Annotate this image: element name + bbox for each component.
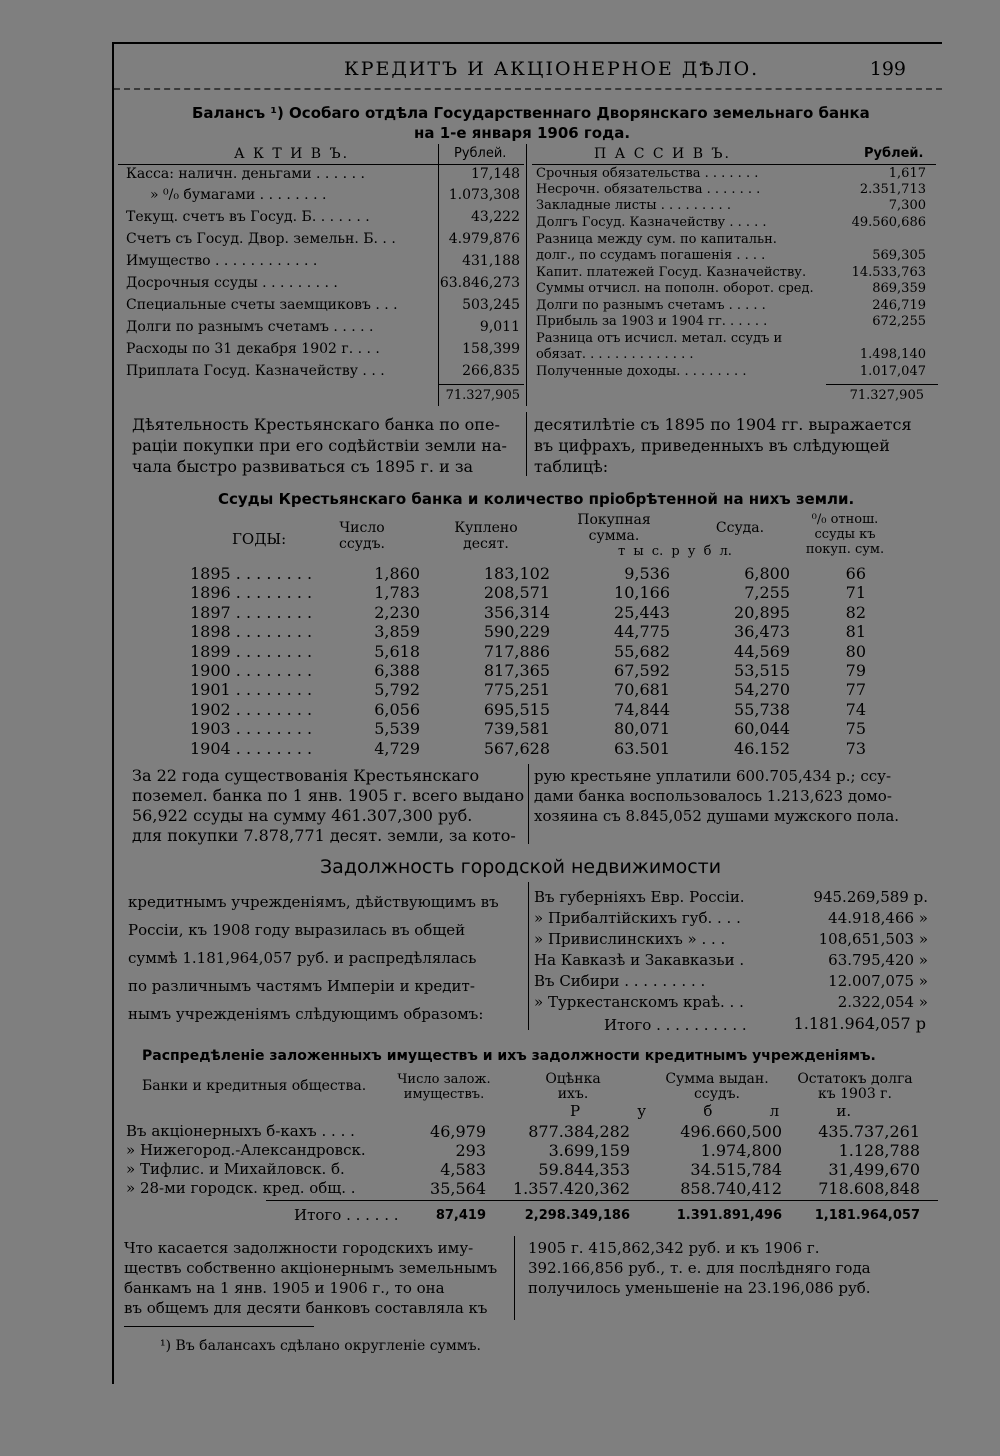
dist-total-remaining: 1,181.964,057 xyxy=(814,1208,920,1223)
loans-cell: 66 xyxy=(845,564,866,583)
aktiv-label: Досрочныя ссуды . . . . . . . . . xyxy=(126,275,338,291)
header-title: КРЕДИТЪ И АКЦІОНЕРНОЕ ДѢЛО. xyxy=(344,58,760,80)
distribution-cell: 46,979 xyxy=(430,1122,486,1141)
loans-cell: 54,270 xyxy=(734,680,790,700)
loans-cell: 567,628 xyxy=(483,738,550,758)
dist-header-units: Р у б л и. xyxy=(570,1102,852,1120)
distribution-cell: » Нижегород.-Александровск. xyxy=(126,1141,366,1159)
loans-cell: 60,044 xyxy=(734,719,790,739)
distribution-cell: 4,583 xyxy=(440,1160,486,1179)
distribution-cell: 435.737,261 xyxy=(818,1122,920,1141)
region-label: » Прибалтійскихъ губ. . . . xyxy=(534,909,741,927)
loans-cell: 1899 . . . . . . . . xyxy=(190,641,313,661)
loans-cell: 4,729 xyxy=(374,738,420,758)
distribution-cell: 718.608,848 xyxy=(818,1179,920,1198)
pasiv-label: Суммы отчисл. на пополн. оборот. сред. xyxy=(536,281,814,296)
pasiv-value: 672,255 xyxy=(872,314,926,329)
loans-cell: 1,860 xyxy=(374,564,420,583)
loans-cell: 25,443 xyxy=(614,602,670,622)
loans-header-ratio: ⁰/₀ отнош. ссуды къ покуп. сум. xyxy=(805,512,885,557)
aktiv-value: 43,222 xyxy=(471,209,520,225)
aktiv-value: 1.073,308 xyxy=(448,187,520,203)
loans-row xyxy=(190,739,890,758)
pasiv-label: Разница между сум. по капитальн. xyxy=(536,232,777,247)
aktiv-label: Касса: наличн. деньгами . . . . . . xyxy=(126,166,365,182)
loans-cell: 77 xyxy=(845,680,866,700)
loans-cell: 44,569 xyxy=(734,641,790,661)
region-label: Въ Сибири . . . . . . . . . xyxy=(534,972,706,990)
loans-cell: 356,314 xyxy=(483,602,550,622)
aktiv-label: Расходы по 31 декабря 1902 г. . . . xyxy=(126,341,380,357)
balance-title-line1: Балансъ ¹) Особаго отдѣла Государственнаго Дворянскаго земельнаго банка xyxy=(192,104,870,122)
pasiv-label: Несрочн. обязательства . . . . . . . xyxy=(536,182,761,197)
loans-cell: 695,515 xyxy=(483,699,550,719)
loans-cell: 82 xyxy=(845,602,866,622)
para3-right: 1905 г. 415,862,342 руб. и къ 1906 г. 392.166,856 руб., т. е. для послѣдняго года получилось уменьшеніе на 23.196,086 руб. xyxy=(528,1239,871,1297)
distribution-cell: 1.128,788 xyxy=(838,1141,920,1160)
loans-cell: 9,536 xyxy=(624,564,670,583)
loans-row xyxy=(190,700,890,719)
pasiv-total: 71.327,905 xyxy=(849,388,924,403)
region-label: » Привислинскихъ » . . . xyxy=(534,930,726,948)
pasiv-header: П А С С И В Ъ. xyxy=(594,146,732,162)
region-value: 108,651,503 » xyxy=(818,930,928,948)
loans-header-years: ГОДЫ: xyxy=(232,530,287,548)
loans-table-body xyxy=(190,564,890,760)
distribution-cell: Въ акціонерныхъ б-кахъ . . . . xyxy=(126,1122,355,1140)
loans-header-units: т ы с. р у б л. xyxy=(618,544,732,559)
loans-cell: 1902 . . . . . . . . xyxy=(190,699,313,719)
pasiv-value: 569,305 xyxy=(872,248,926,263)
region-label: Въ губерніяхъ Евр. Россіи. xyxy=(534,888,745,906)
region-value: 12.007,075 » xyxy=(828,972,928,990)
distribution-cell: 1.974,800 xyxy=(700,1141,782,1160)
loans-cell: 63.501 xyxy=(614,738,670,758)
loans-cell: 1903 . . . . . . . . xyxy=(190,719,313,739)
pasiv-label: Полученные доходы. . . . . . . . . xyxy=(536,364,747,379)
loans-cell: 1897 . . . . . . . . xyxy=(190,602,313,622)
distribution-cell: 59.844,353 xyxy=(538,1160,630,1179)
region-label: На Кавказѣ и Закавказьи . xyxy=(534,951,745,969)
para1-left: Дѣятельность Крестьянскаго банка по опе- раціи покупки при его содѣйствіи земли на- чала быстро развиваться съ 1895 г. и за xyxy=(132,415,507,476)
distribution-cell: 858.740,412 xyxy=(680,1179,782,1198)
pasiv-label: Разница отъ исчисл. метал. ссудъ и xyxy=(536,331,783,346)
aktiv-value: 63.846,273 xyxy=(439,275,520,291)
loans-cell: 55,682 xyxy=(614,641,670,661)
region-value: 63.795,420 » xyxy=(828,951,928,969)
dist-header-valuation: Оцѣнка ихъ. xyxy=(545,1071,601,1102)
pasiv-rub-header: Рублей. xyxy=(864,146,924,161)
aktiv-total: 71.327,905 xyxy=(445,388,520,403)
aktiv-label: Имущество . . . . . . . . . . . . xyxy=(126,253,318,269)
dist-header-banks: Банки и кредитныя общества. xyxy=(142,1078,367,1094)
aktiv-value: 158,399 xyxy=(462,341,520,357)
pasiv-value: 1.017,047 xyxy=(859,364,926,379)
loans-cell: 739,581 xyxy=(483,719,550,739)
loans-cell: 1898 . . . . . . . . xyxy=(190,622,313,642)
debt-title: Задолжность городской недвижимости xyxy=(320,856,722,878)
aktiv-value: 9,011 xyxy=(479,319,520,335)
loans-cell: 717,886 xyxy=(483,641,550,661)
pasiv-label: Закладные листы . . . . . . . . . xyxy=(536,198,731,213)
loans-cell: 80,071 xyxy=(614,719,670,739)
dist-total-count: 87,419 xyxy=(435,1208,486,1223)
region-value: 2.322,054 » xyxy=(837,993,928,1011)
loans-header-price: Покупная сумма. xyxy=(577,512,651,544)
dist-total-valuation: 2,298.349,186 xyxy=(524,1208,630,1223)
pasiv-list xyxy=(536,166,936,402)
loans-cell: 5,539 xyxy=(374,719,420,739)
aktiv-value: 4.979,876 xyxy=(448,231,520,247)
pasiv-label: Капит. платежей Госуд. Казначейству. xyxy=(536,265,807,280)
running-header xyxy=(114,58,942,82)
aktiv-label: Счетъ съ Госуд. Двор. земельн. Б. . . xyxy=(126,231,396,247)
loans-cell: 6,056 xyxy=(374,699,420,719)
pasiv-label: Срочныя обязательства . . . . . . . xyxy=(536,166,759,181)
loans-cell: 46.152 xyxy=(734,738,790,758)
distribution-cell: 877.384,282 xyxy=(528,1122,630,1141)
loans-row xyxy=(190,719,890,738)
loans-cell: 79 xyxy=(845,661,866,680)
aktiv-list xyxy=(126,166,522,396)
dist-header-remaining: Остатокъ долга къ 1903 г. xyxy=(797,1071,913,1102)
regions-list xyxy=(534,888,938,1018)
region-label: » Туркестанскомъ краѣ. . . xyxy=(534,993,744,1011)
loans-cell: 7,255 xyxy=(744,583,790,603)
pasiv-label: Долги по разнымъ счетамъ . . . . . xyxy=(536,298,766,313)
pasiv-label: Долгъ Госуд. Казначейству . . . . . xyxy=(536,215,767,230)
loans-cell: 1904 . . . . . . . . xyxy=(190,738,313,758)
aktiv-value: 431,188 xyxy=(462,253,520,269)
pasiv-value: 2.351,713 xyxy=(859,182,926,197)
distribution-cell: 1.357.420,362 xyxy=(512,1179,630,1198)
loans-header-loan: Ссуда. xyxy=(715,520,765,536)
loans-cell: 44,775 xyxy=(614,622,670,642)
pasiv-value: 869,359 xyxy=(872,281,926,296)
dist-total-label: Итого . . . . . . xyxy=(294,1206,399,1224)
para1-right: десятилѣтіе съ 1895 по 1904 гг. выражается въ цифрахъ, приведенныхъ въ слѣдующей таблицѣ: xyxy=(534,415,912,476)
loans-title: Ссуды Крестьянскаго банка и количество пріобрѣтенной на нихъ земли. xyxy=(218,490,855,508)
aktiv-label: Специальные счеты заемщиковъ . . . xyxy=(126,297,398,313)
loans-cell: 1895 . . . . . . . . xyxy=(190,564,313,583)
regions-total-label: Итого . . . . . . . . . . xyxy=(604,1016,747,1034)
loans-cell: 75 xyxy=(845,719,866,739)
loans-cell: 6,800 xyxy=(744,564,790,583)
para2-right: рую крестьяне уплатили 600.705,434 р.; ссу- дами банка воспользовалось 1.213,623 домо- хозяина съ 8.845,052 душами мужского пола. xyxy=(534,767,900,825)
loans-cell: 5,618 xyxy=(374,641,420,661)
loans-cell: 1901 . . . . . . . . xyxy=(190,680,313,700)
loans-cell: 74 xyxy=(845,699,866,719)
loans-row xyxy=(190,642,890,661)
para3-left: Что касается задолжности городскихъ иму- ществъ собственно акціонернымъ земельнымъ банкамъ на 1 янв. 1905 и 1906 г., то она въ общемъ для десяти банковъ составляла къ xyxy=(124,1239,498,1317)
loans-row xyxy=(190,564,890,583)
aktiv-label: » ⁰/₀ бумагами . . . . . . . . xyxy=(150,187,327,203)
loans-cell: 74,844 xyxy=(614,699,670,719)
aktiv-value: 266,835 xyxy=(462,363,520,379)
footnote: ¹) Въ балансахъ сдѣлано округленіе суммъ. xyxy=(160,1338,481,1354)
loans-cell: 20,895 xyxy=(734,602,790,622)
pasiv-value: 14.533,763 xyxy=(851,265,926,280)
dist-header-issued: Сумма выдан. ссудъ. xyxy=(665,1071,769,1102)
page xyxy=(112,42,942,1384)
region-value: 945.269,589 р. xyxy=(813,888,928,906)
loans-cell: 80 xyxy=(845,641,866,661)
distribution-table-body xyxy=(126,1122,926,1202)
aktiv-label: Долги по разнымъ счетамъ . . . . . xyxy=(126,319,374,335)
distribution-cell: 293 xyxy=(455,1141,486,1160)
loans-row xyxy=(190,661,890,680)
distribution-title: Распредѣленіе заложенныхъ имуществъ и ихъ задолжности кредитнымъ учрежденіямъ. xyxy=(142,1048,876,1064)
loans-row xyxy=(190,583,890,602)
loans-cell: 1900 . . . . . . . . xyxy=(190,661,313,680)
para2-left: За 22 года существованія Крестьянскаго поземел. банка по 1 янв. 1905 г. всего выдано 56,922 ссуды на сумму 461.307,300 руб. для покупки 7.878,771 десят. земли, за кото- xyxy=(132,766,525,845)
page-number: 199 xyxy=(869,58,906,80)
loans-row xyxy=(190,680,890,699)
distribution-cell: » 28-ми городск. кред. общ. . xyxy=(126,1179,356,1197)
loans-cell: 3,859 xyxy=(374,622,420,642)
loans-cell: 1,783 xyxy=(374,583,420,603)
aktiv-header: А К Т И В Ъ. xyxy=(234,146,350,162)
loans-header-count: Число ссудъ. xyxy=(339,520,385,552)
pasiv-label: обязат. . . . . . . . . . . . . . xyxy=(536,347,694,362)
loans-cell: 81 xyxy=(845,622,866,642)
distribution-cell: » Тифлис. и Михайловск. б. xyxy=(126,1160,345,1178)
loans-header-bought: Куплено десят. xyxy=(454,520,518,552)
pasiv-label: Прибыль за 1903 и 1904 гг. . . . . . xyxy=(536,314,768,329)
pasiv-label: долг., по ссудамъ погашенія . . . . xyxy=(536,248,766,263)
pasiv-value: 7,300 xyxy=(888,198,926,213)
pasiv-value: 49.560,686 xyxy=(851,215,926,230)
header-rule xyxy=(114,88,942,94)
loans-cell: 53,515 xyxy=(734,661,790,680)
loans-cell: 2,230 xyxy=(374,602,420,622)
distribution-cell: 35,564 xyxy=(430,1179,486,1198)
loans-cell: 10,166 xyxy=(614,583,670,603)
distribution-cell: 31,499,670 xyxy=(828,1160,920,1179)
loans-row xyxy=(190,622,890,641)
loans-cell: 55,738 xyxy=(734,699,790,719)
loans-cell: 775,251 xyxy=(483,680,550,700)
distribution-cell: 34.515,784 xyxy=(690,1160,782,1179)
loans-cell: 36,473 xyxy=(734,622,790,642)
balance-title-line2: на 1-е января 1906 года. xyxy=(414,124,631,142)
debt-text: кредитнымъ учрежденіямъ, дѣйствующимъ въ Россіи, къ 1908 году выразилась въ общей суммѣ 1.181,964,057 руб. и распредѣлялась по различнымъ частямъ Имперіи и кредит- нымъ учрежденіямъ слѣдующимъ образомъ: xyxy=(128,893,499,1023)
distribution-cell: 496.660,500 xyxy=(680,1122,782,1141)
loans-cell: 208,571 xyxy=(483,583,550,603)
dist-total-issued: 1.391.891,496 xyxy=(676,1208,782,1223)
loans-cell: 73 xyxy=(845,738,866,758)
dist-header-count: Число залож. имуществъ. xyxy=(397,1072,491,1102)
region-value: 44.918,466 » xyxy=(828,909,928,927)
aktiv-value: 17,148 xyxy=(471,166,520,182)
loans-cell: 183,102 xyxy=(483,564,550,583)
aktiv-label: Приплата Госуд. Казначейству . . . xyxy=(126,363,385,379)
aktiv-rub-header: Рублей. xyxy=(454,146,507,161)
loans-cell: 5,792 xyxy=(374,680,420,700)
loans-cell: 71 xyxy=(845,583,866,603)
distribution-cell: 3.699,159 xyxy=(548,1141,630,1160)
pasiv-value: 246,719 xyxy=(872,298,926,313)
loans-cell: 817,365 xyxy=(483,661,550,680)
loans-cell: 6,388 xyxy=(374,661,420,680)
aktiv-label: Текущ. счетъ въ Госуд. Б. . . . . . . xyxy=(126,209,370,225)
loans-cell: 70,681 xyxy=(614,680,670,700)
loans-row xyxy=(190,603,890,622)
aktiv-value: 503,245 xyxy=(462,297,520,313)
pasiv-value: 1,617 xyxy=(888,166,926,181)
pasiv-value: 1.498,140 xyxy=(859,347,926,362)
loans-cell: 590,229 xyxy=(483,622,550,642)
regions-total-value: 1.181.964,057 р xyxy=(793,1014,926,1033)
loans-cell: 67,592 xyxy=(614,661,670,680)
loans-cell: 1896 . . . . . . . . xyxy=(190,583,313,603)
